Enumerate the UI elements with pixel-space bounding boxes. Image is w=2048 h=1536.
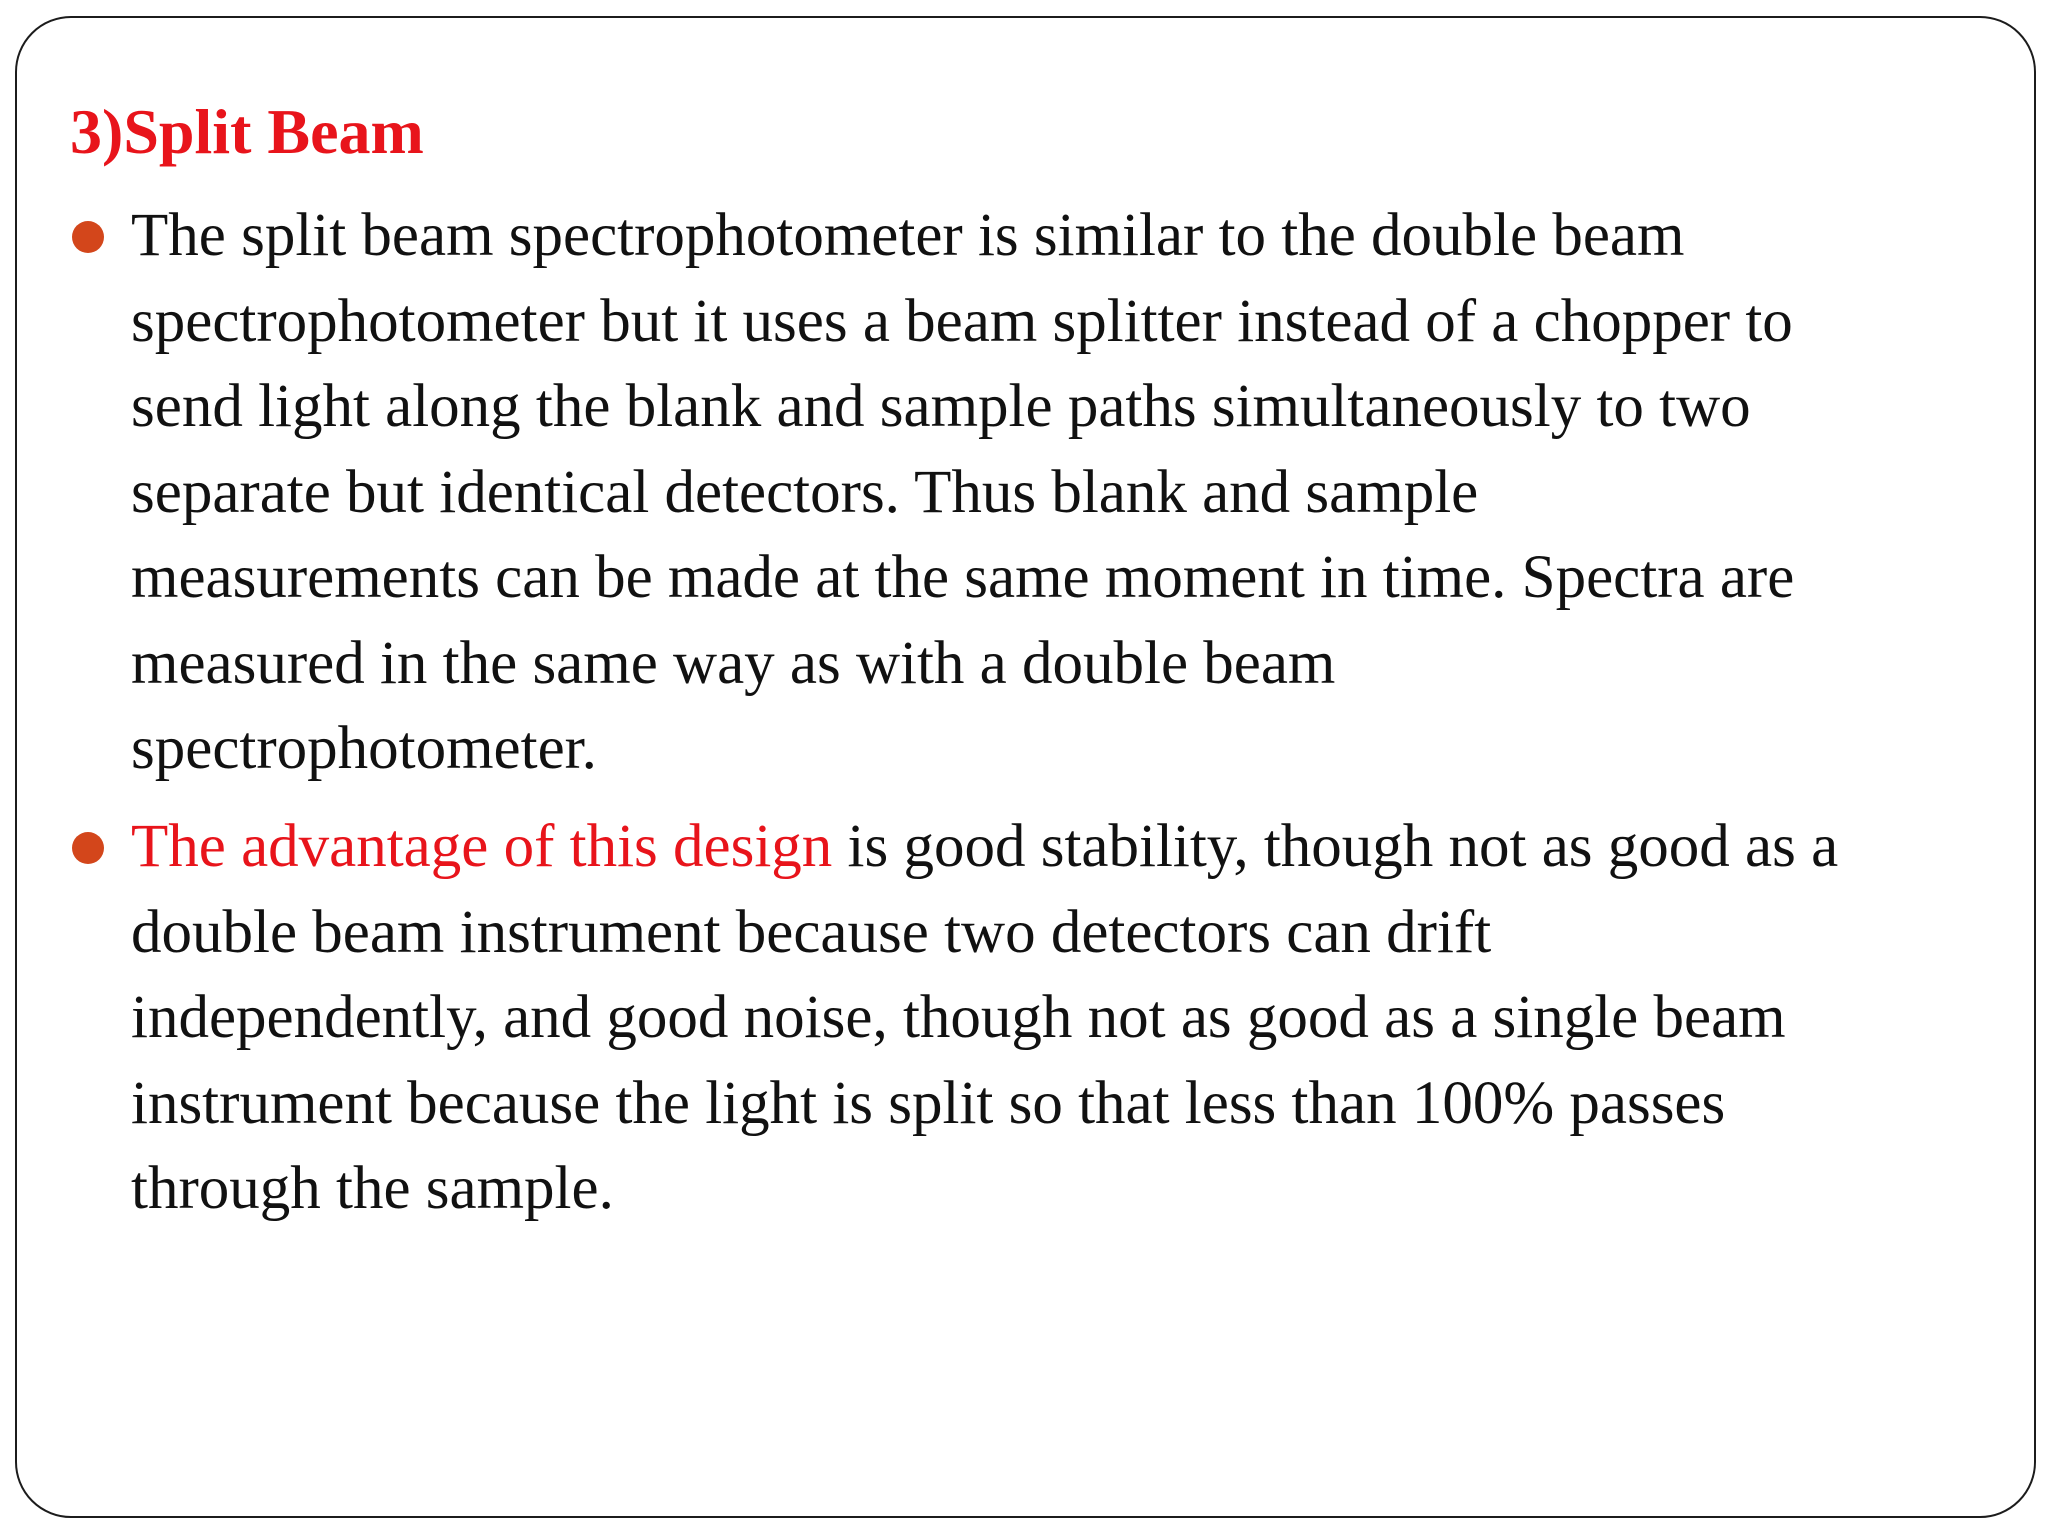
bullet-1-line-2: spectrophotometer but it uses a beam splitter instead of a chopper to: [131, 287, 1793, 355]
bullet-text-1: [131, 193, 1991, 792]
bullet-2-line-2: double beam instrument because two detectors can drift: [131, 898, 1492, 966]
highlighted-phrase: The advantage of this design: [131, 813, 833, 880]
bullet-1-line-6: measured in the same way as with a double beam: [131, 629, 1336, 697]
bullet-2-line-1-rest: is good stability, though not as good as a: [832, 813, 1839, 880]
bullet-1-line-4: separate but identical detectors. Thus blank and sample: [131, 458, 1479, 526]
bullet-dot-icon: [72, 832, 104, 864]
bullet-1-line-3: send light along the blank and sample paths simultaneously to two: [131, 373, 1751, 440]
bullet-2-line-4: instrument because the light is split so that less than 100% passes: [131, 1069, 1726, 1137]
bullet-dot-icon: [72, 221, 104, 253]
bullet-1-line-1: The split beam spectrophotometer is similar to the double beam: [131, 202, 1685, 269]
bullet-1-line-5: measurements can be made at the same moment in time. Spectra are: [131, 544, 1795, 611]
bullet-2-line-1: [131, 804, 1991, 890]
slide-title: 3)Split Beam: [70, 96, 424, 167]
bullet-2-line-3: independently, and good noise, though not as good as a single beam: [131, 984, 1786, 1051]
bullet-text-2: [131, 804, 1991, 1232]
bullet-1-line-7: spectrophotometer.: [131, 715, 597, 782]
bullet-2-line-5: through the sample.: [131, 1155, 614, 1222]
